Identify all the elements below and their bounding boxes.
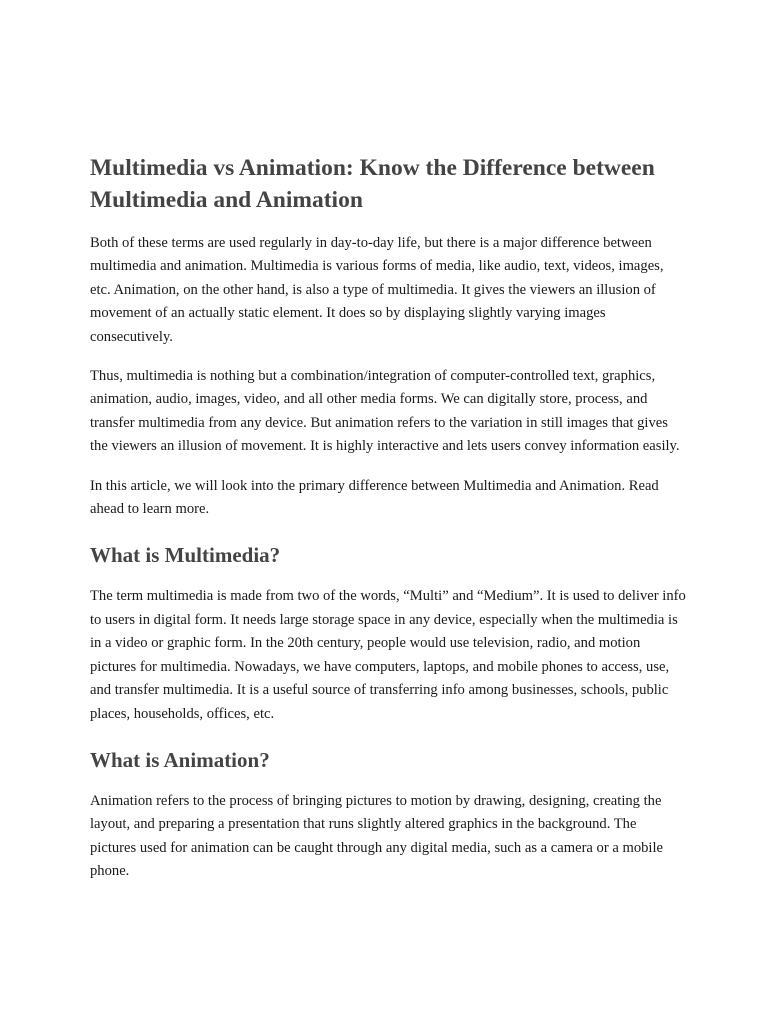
page-title: Multimedia vs Animation: Know the Difference between Multimedia and Animation bbox=[90, 155, 655, 213]
section-body-multimedia: The term multimedia is made from two of the words, “Multi” and “Medium”. It is used to deliver info to users in digital form. It needs large storage space in any device, especially when the multimedia is in a video or graphic form. In the 20th century, people would use television, radio, and motion pictures for multimedia. Nowadays, we have computers, laptops, and mobile phones to access, use, and transfer multimedia. It is a useful source of transferring info among businesses, schools, public places, households, offices, etc. bbox=[90, 588, 686, 722]
document-page bbox=[90, 152, 686, 900]
section-heading-animation: What is Animation? bbox=[90, 747, 270, 772]
intro-paragraph-2: Thus, multimedia is nothing but a combination/integration of computer-controlled text, graphics, animation, audio, images, video, and all other media forms. We can digitally store, process, and transfer multimedia from any device. But animation refers to the variation in still images that gives the viewers an illusion of movement. It is highly interactive and lets users convey information easily. bbox=[90, 368, 680, 455]
intro-paragraph-1: Both of these terms are used regularly in day-to-day life, but there is a major difference between multimedia and animation. Multimedia is various forms of media, like audio, text, videos, images, etc. Animation, on the other hand, is also a type of multimedia. It gives the viewers an illusion of movement of an actually static element. It does so by displaying slightly varying images consecutively. bbox=[90, 235, 664, 345]
section-body-animation: Animation refers to the process of bringing pictures to motion by drawing, designing, creating the layout, and preparing a presentation that runs slightly altered graphics in the background. The pictures used for animation can be caught through any digital media, such as a camera or a mobile phone. bbox=[90, 792, 664, 880]
section-heading-multimedia: What is Multimedia? bbox=[90, 543, 281, 568]
intro-paragraph-3: In this article, we will look into the primary difference between Multimedia and Animation. Read ahead to learn more. bbox=[90, 477, 659, 518]
